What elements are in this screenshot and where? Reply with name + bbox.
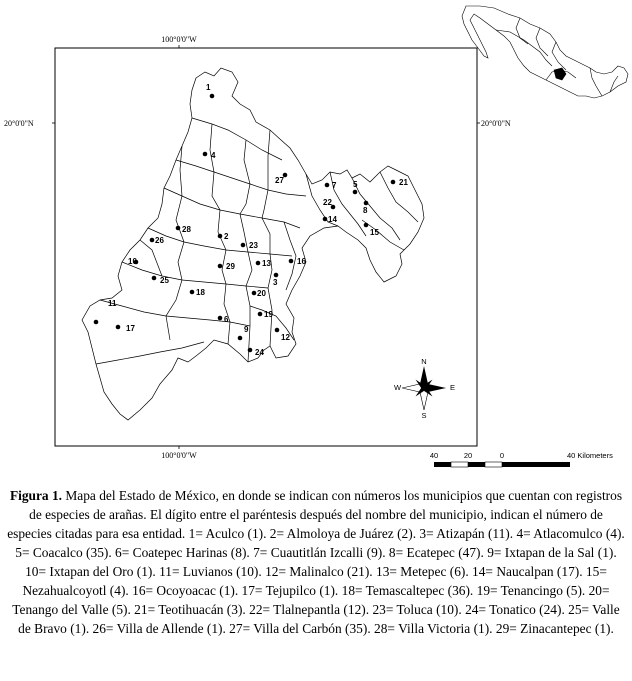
site-point-26 bbox=[150, 238, 155, 243]
site-label-26: 26 bbox=[155, 236, 164, 245]
site-label-27: 27 bbox=[275, 176, 284, 185]
site-point-20 bbox=[252, 291, 257, 296]
site-point-19 bbox=[258, 312, 263, 317]
site-label-13: 13 bbox=[262, 259, 271, 268]
site-label-10: 10 bbox=[128, 257, 137, 266]
site-point-16 bbox=[289, 259, 294, 264]
site-label-14: 14 bbox=[328, 215, 337, 224]
site-label-22: 22 bbox=[323, 198, 332, 207]
site-label-2: 2 bbox=[224, 232, 229, 241]
site-label-28: 28 bbox=[182, 225, 191, 234]
lat-label-left: 20°0'0"N bbox=[4, 119, 34, 128]
site-point-23 bbox=[241, 243, 246, 248]
figure-label: Figura 1. bbox=[9, 488, 63, 503]
site-point-7 bbox=[325, 183, 330, 188]
site-point-17 bbox=[116, 325, 121, 330]
site-point-28 bbox=[176, 226, 181, 231]
scale-tick-40-km: 40 Kilometers bbox=[567, 451, 613, 460]
site-label-1: 1 bbox=[206, 83, 211, 92]
site-label-7: 7 bbox=[332, 181, 337, 190]
scale-tick-0: 0 bbox=[499, 451, 505, 460]
site-label-6: 6 bbox=[224, 315, 229, 324]
sites-layer bbox=[94, 83, 409, 357]
figure-caption bbox=[6, 486, 626, 638]
site-label-5: 5 bbox=[353, 180, 358, 189]
site-point-6 bbox=[218, 316, 223, 321]
site-point-5 bbox=[353, 190, 358, 195]
site-point-1 bbox=[210, 94, 215, 99]
site-point-14 bbox=[323, 217, 328, 222]
site-label-16: 16 bbox=[297, 257, 306, 266]
site-label-24: 24 bbox=[255, 348, 264, 357]
scale-tick-40: 40 bbox=[429, 451, 439, 460]
site-label-4: 4 bbox=[211, 151, 216, 160]
site-label-17: 17 bbox=[126, 324, 135, 333]
site-point-9 bbox=[238, 336, 243, 341]
site-label-15: 15 bbox=[370, 228, 379, 237]
site-label-11: 11 bbox=[108, 299, 117, 308]
compass-s: S bbox=[421, 411, 427, 420]
site-point-21 bbox=[391, 180, 396, 185]
site-point-11 bbox=[94, 320, 99, 325]
site-point-12 bbox=[275, 328, 280, 333]
site-label-9: 9 bbox=[244, 325, 249, 334]
inset-map-mexico bbox=[462, 6, 628, 98]
site-point-25 bbox=[152, 276, 157, 281]
compass-e: E bbox=[450, 383, 456, 392]
site-label-3: 3 bbox=[273, 278, 278, 287]
site-label-20: 20 bbox=[257, 289, 266, 298]
site-point-3 bbox=[274, 273, 279, 278]
lon-label-top: 100°0'0"W bbox=[161, 35, 197, 44]
lon-label-bottom: 100°0'0"W bbox=[161, 451, 197, 460]
site-point-8 bbox=[364, 201, 369, 206]
compass-n: N bbox=[421, 357, 427, 366]
site-label-21: 21 bbox=[399, 178, 408, 187]
site-label-29: 29 bbox=[226, 262, 235, 271]
compass-w: W bbox=[394, 383, 402, 392]
site-label-12: 12 bbox=[281, 333, 290, 342]
scale-tick-20: 20 bbox=[463, 451, 473, 460]
lat-label-right: 20°0'0"N bbox=[481, 119, 511, 128]
site-label-8: 8 bbox=[363, 206, 368, 215]
site-point-2 bbox=[218, 234, 223, 239]
site-point-29 bbox=[218, 264, 223, 269]
compass-rose bbox=[394, 357, 455, 420]
site-label-25: 25 bbox=[160, 276, 169, 285]
site-point-4 bbox=[203, 152, 208, 157]
scale-bar bbox=[430, 451, 613, 467]
site-point-13 bbox=[256, 261, 261, 266]
site-label-23: 23 bbox=[249, 241, 258, 250]
figure-caption-text: Mapa del Estado de México, en donde se indican con números los municipios que cuentan con registros de especies de arañas. El dígito entre el paréntesis después del nombre del municipio, indican el número de especies citadas para esa entidad. 1= Aculco (1). 2= Almoloya de Juárez (2). 3= Atizapán (11). 4= Atlacomulco (4). 5= Coacalco (35). 6= Coatepec Harinas (8). 7= Cuautitlán Izcalli (9). 8= Ecatepec (47). 9= Ixtapan de la Sal (1). 10= Ixtapan del Oro (1). 11= Luvianos (10). 12= Malinalco (21). 13= Metepec (6). 14= Naucalpan (17). 15= Nezahualcoyotl (4). 16= Ocoyoacac (1). 17= Tejupilco (1). 18= Temascaltepec (36). 19= Tenancingo (5). 20= Tenango del Valle (5). 21= Teotihuacán (3). 22= Tlalnepantla (12). 23= Toluca (10). 24= Tonatico (24). 25= Valle de Bravo (1). 26= Villa de Allende (1). 27= Villa del Carbón (35). 28= Villa Victoria (1). 29= Zinacantepec (1). bbox=[7, 488, 625, 636]
site-point-18 bbox=[190, 290, 195, 295]
site-label-18: 18 bbox=[196, 288, 205, 297]
site-point-24 bbox=[248, 348, 253, 353]
site-point-15 bbox=[364, 223, 369, 228]
site-label-19: 19 bbox=[264, 310, 273, 319]
